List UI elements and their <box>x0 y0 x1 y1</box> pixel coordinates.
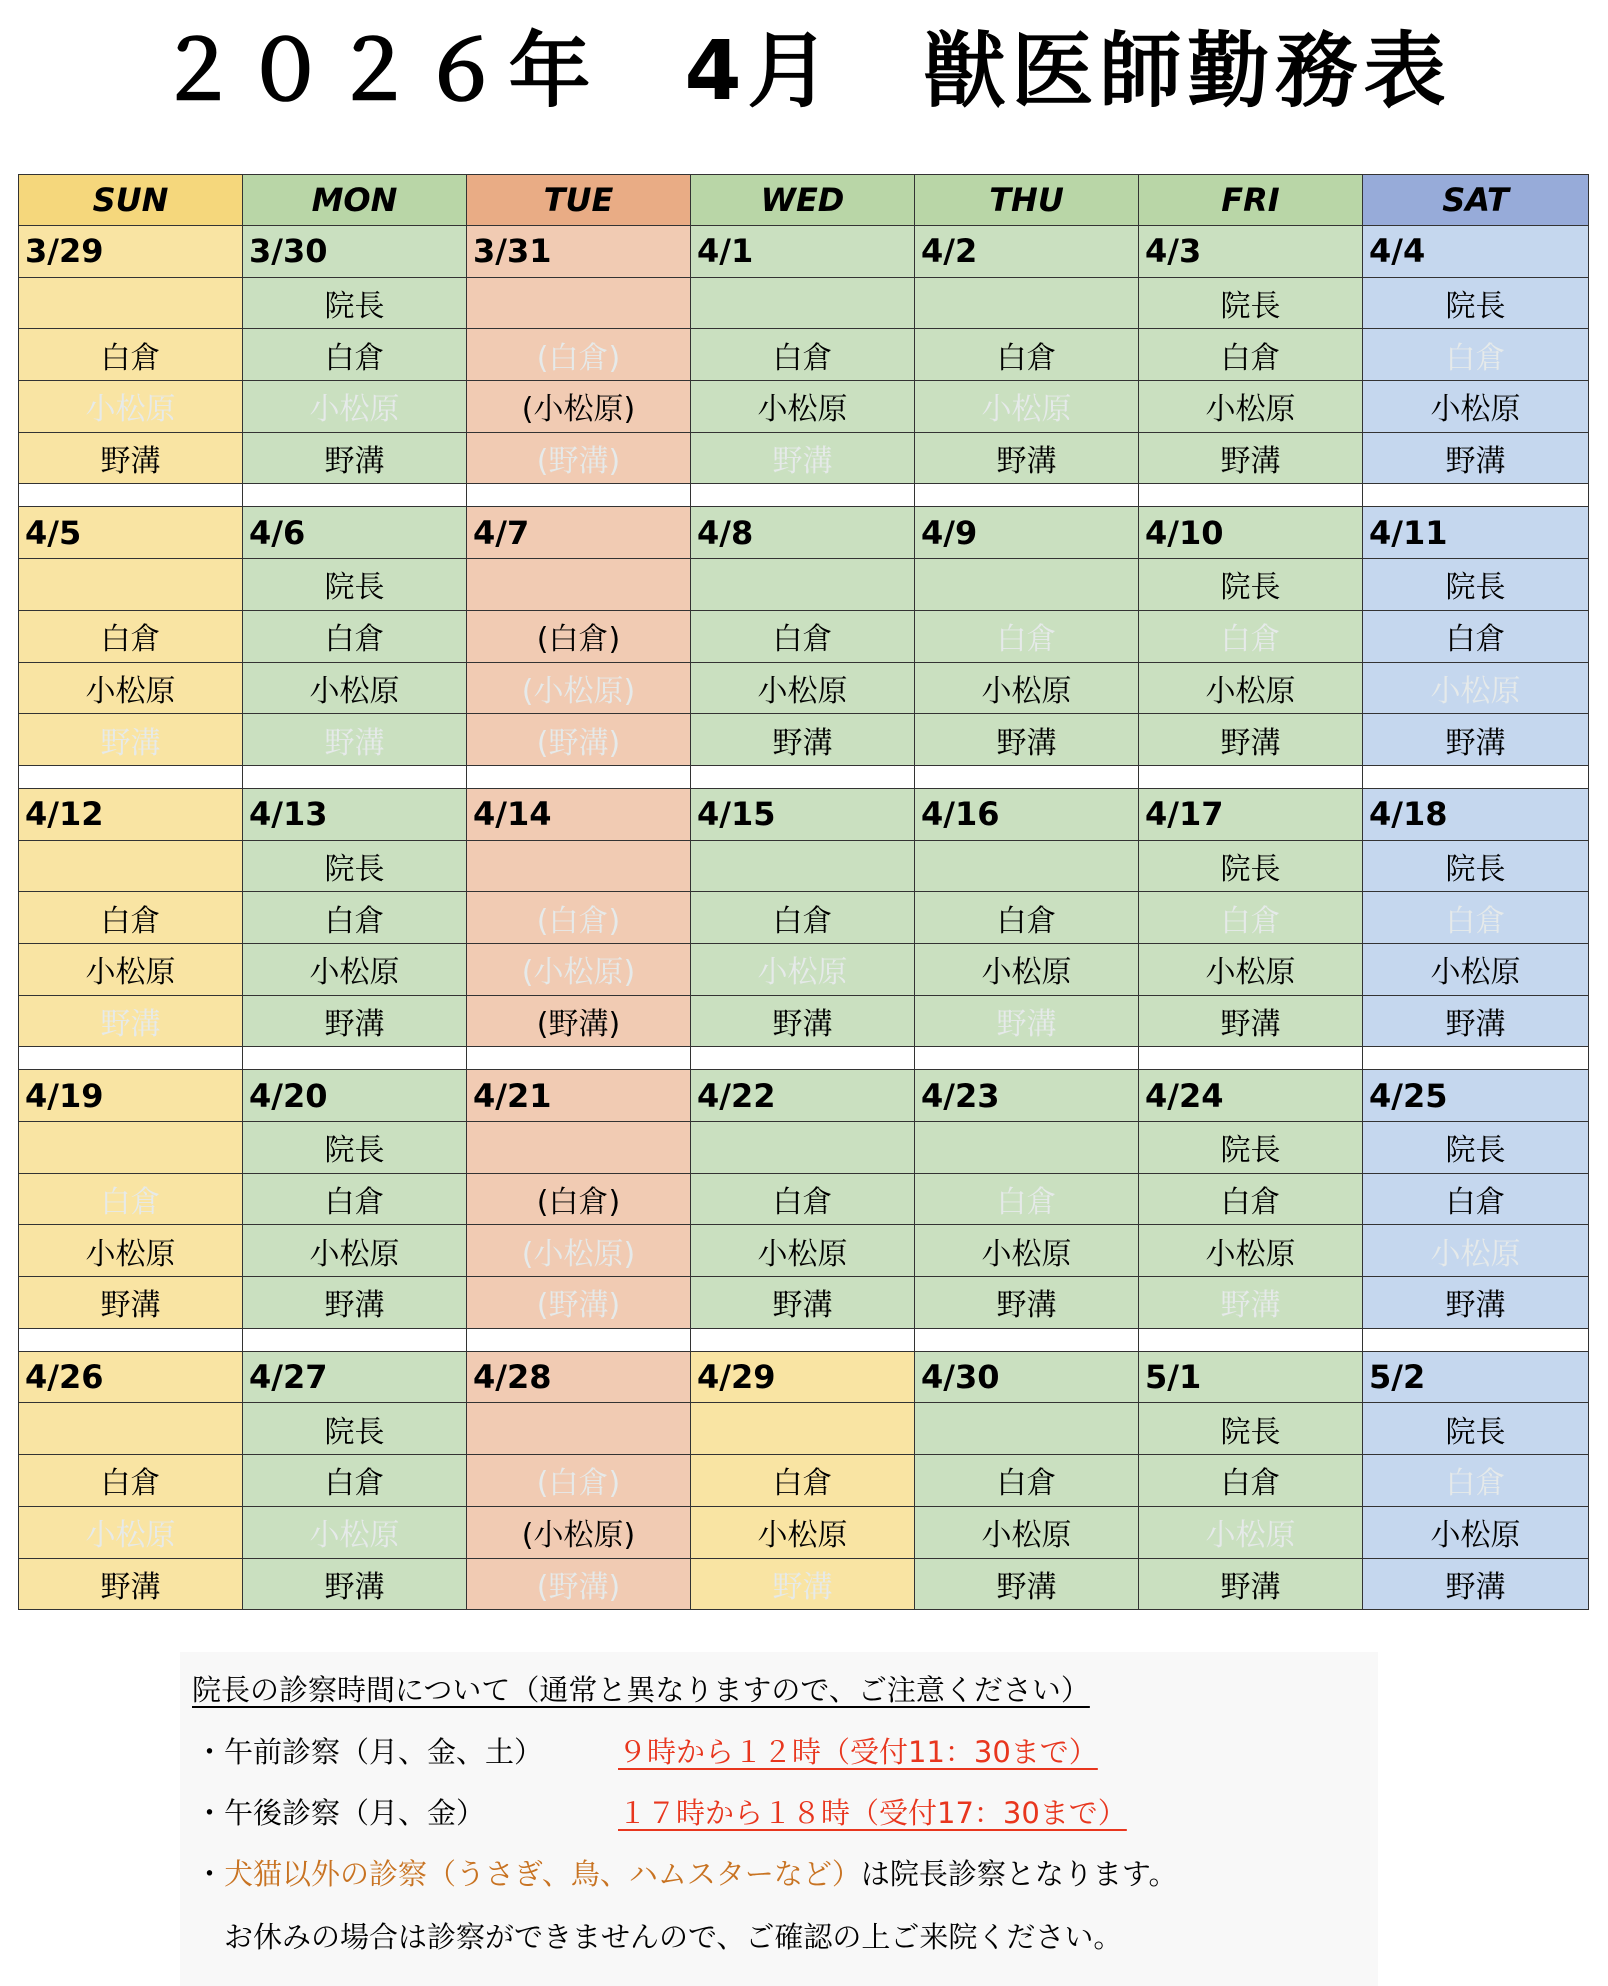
staff-cell: 院長 <box>1363 1403 1589 1455</box>
staff-cell: 白倉 <box>1363 329 1589 381</box>
staff-cell: 野溝 <box>1363 432 1589 484</box>
empty-cell <box>691 277 915 329</box>
staff-cell: 野溝 <box>915 1277 1139 1329</box>
staff-cell: 小松原 <box>915 943 1139 995</box>
staff-cell: 白倉 <box>1363 1173 1589 1225</box>
staff-cell: 野溝 <box>1139 995 1363 1047</box>
staff-row <box>19 662 1589 714</box>
staff-cell: 小松原 <box>915 662 1139 714</box>
date-cell: 4/1 <box>691 226 915 278</box>
staff-cell: 白倉 <box>19 1173 243 1225</box>
staff-cell: 院長 <box>243 559 467 611</box>
spacer-cell <box>1139 1328 1363 1351</box>
date-cell: 4/18 <box>1363 788 1589 840</box>
weekday-header-sat: SAT <box>1363 175 1589 226</box>
staff-cell: 小松原 <box>1363 1506 1589 1558</box>
staff-cell: (小松原) <box>467 381 691 433</box>
staff-row <box>19 840 1589 892</box>
staff-cell: 野溝 <box>915 714 1139 766</box>
staff-cell: 院長 <box>1139 559 1363 611</box>
date-cell: 4/12 <box>19 788 243 840</box>
pm-hours-label: ・午後診察（月、金） <box>195 1796 486 1830</box>
staff-cell: 白倉 <box>19 1455 243 1507</box>
date-cell: 4/24 <box>1139 1070 1363 1122</box>
weekday-header-row <box>19 175 1589 226</box>
staff-cell: 白倉 <box>915 892 1139 944</box>
staff-cell: 白倉 <box>19 610 243 662</box>
staff-row <box>19 329 1589 381</box>
date-cell: 4/6 <box>243 507 467 559</box>
staff-row <box>19 995 1589 1047</box>
staff-cell: 小松原 <box>1363 381 1589 433</box>
date-cell: 4/16 <box>915 788 1139 840</box>
staff-cell: 白倉 <box>915 610 1139 662</box>
staff-cell: 小松原 <box>915 1506 1139 1558</box>
exotic-highlight: 犬猫以外の診察（うさぎ、鳥、ハムスターなど） <box>224 1857 861 1891</box>
empty-cell <box>915 1122 1139 1174</box>
staff-cell: 小松原 <box>915 381 1139 433</box>
date-cell: 4/23 <box>915 1070 1139 1122</box>
exotic-rest: は院長診察となります。 <box>860 1857 1178 1891</box>
staff-cell: 野溝 <box>1139 1558 1363 1610</box>
spacer-cell <box>915 484 1139 507</box>
staff-cell: 白倉 <box>1139 1173 1363 1225</box>
staff-cell: (野溝) <box>467 995 691 1047</box>
staff-cell: (白倉) <box>467 1455 691 1507</box>
staff-cell: 野溝 <box>19 1558 243 1610</box>
staff-cell: 野溝 <box>915 1558 1139 1610</box>
date-cell: 4/4 <box>1363 226 1589 278</box>
empty-cell <box>915 1403 1139 1455</box>
spacer-cell <box>243 1047 467 1070</box>
empty-cell <box>915 277 1139 329</box>
spacer-cell <box>467 765 691 788</box>
date-cell: 3/29 <box>19 226 243 278</box>
week-spacer <box>19 484 1589 507</box>
date-row <box>19 788 1589 840</box>
staff-cell: 白倉 <box>915 1455 1139 1507</box>
empty-cell <box>915 559 1139 611</box>
staff-cell: 院長 <box>1139 1403 1363 1455</box>
weekday-header-mon: MON <box>243 175 467 226</box>
spacer-cell <box>19 765 243 788</box>
staff-cell: 小松原 <box>1139 943 1363 995</box>
staff-cell: (小松原) <box>467 662 691 714</box>
schedule-calendar <box>18 174 1589 1610</box>
staff-row <box>19 1506 1589 1558</box>
date-cell: 5/2 <box>1363 1351 1589 1403</box>
empty-cell <box>691 1403 915 1455</box>
spacer-cell <box>467 484 691 507</box>
staff-cell: 院長 <box>1363 840 1589 892</box>
date-cell: 4/21 <box>467 1070 691 1122</box>
date-row <box>19 1351 1589 1403</box>
spacer-cell <box>691 484 915 507</box>
staff-cell: 小松原 <box>1139 1225 1363 1277</box>
date-cell: 4/10 <box>1139 507 1363 559</box>
staff-cell: 院長 <box>1363 559 1589 611</box>
staff-row <box>19 1173 1589 1225</box>
date-cell: 4/5 <box>19 507 243 559</box>
spacer-cell <box>467 1047 691 1070</box>
am-hours-time: ９時から１２時（受付11：30まで） <box>618 1735 1098 1769</box>
staff-cell: (白倉) <box>467 1173 691 1225</box>
date-cell: 5/1 <box>1139 1351 1363 1403</box>
staff-cell: (白倉) <box>467 892 691 944</box>
staff-cell: 野溝 <box>915 995 1139 1047</box>
date-cell: 4/11 <box>1363 507 1589 559</box>
spacer-cell <box>691 1328 915 1351</box>
spacer-cell <box>1139 484 1363 507</box>
date-cell: 4/26 <box>19 1351 243 1403</box>
staff-cell: 白倉 <box>243 1173 467 1225</box>
staff-cell: (白倉) <box>467 329 691 381</box>
staff-cell: 野溝 <box>691 995 915 1047</box>
staff-cell: 院長 <box>243 1403 467 1455</box>
staff-row <box>19 381 1589 433</box>
staff-cell: 野溝 <box>691 432 915 484</box>
empty-cell <box>915 840 1139 892</box>
staff-cell: 白倉 <box>243 610 467 662</box>
staff-cell: (小松原) <box>467 1225 691 1277</box>
empty-cell <box>467 1122 691 1174</box>
staff-cell: 院長 <box>1139 1122 1363 1174</box>
staff-cell: 白倉 <box>1363 892 1589 944</box>
staff-cell: 小松原 <box>19 1506 243 1558</box>
staff-cell: 白倉 <box>691 610 915 662</box>
date-cell: 4/7 <box>467 507 691 559</box>
week-spacer <box>19 1328 1589 1351</box>
empty-cell <box>691 559 915 611</box>
staff-cell: 小松原 <box>691 943 915 995</box>
staff-cell: 小松原 <box>243 381 467 433</box>
staff-cell: 野溝 <box>19 714 243 766</box>
staff-row <box>19 1122 1589 1174</box>
staff-cell: 野溝 <box>1363 995 1589 1047</box>
week-spacer <box>19 1047 1589 1070</box>
spacer-cell <box>1363 484 1589 507</box>
staff-cell: 小松原 <box>691 1506 915 1558</box>
staff-cell: 白倉 <box>19 329 243 381</box>
staff-cell: 院長 <box>243 840 467 892</box>
staff-cell: 小松原 <box>1363 662 1589 714</box>
date-cell: 4/20 <box>243 1070 467 1122</box>
spacer-cell <box>691 1047 915 1070</box>
spacer-cell <box>1363 1047 1589 1070</box>
staff-cell: 院長 <box>1363 1122 1589 1174</box>
date-cell: 4/8 <box>691 507 915 559</box>
spacer-cell <box>467 1328 691 1351</box>
staff-cell: 野溝 <box>691 1277 915 1329</box>
date-cell: 4/30 <box>915 1351 1139 1403</box>
date-cell: 4/3 <box>1139 226 1363 278</box>
date-cell: 4/25 <box>1363 1070 1589 1122</box>
date-row <box>19 1070 1589 1122</box>
staff-cell: 白倉 <box>243 892 467 944</box>
staff-cell: 白倉 <box>691 1455 915 1507</box>
staff-cell: 白倉 <box>19 892 243 944</box>
weekday-header-thu: THU <box>915 175 1139 226</box>
staff-row <box>19 432 1589 484</box>
staff-row <box>19 1558 1589 1610</box>
staff-cell: (野溝) <box>467 714 691 766</box>
staff-cell: 白倉 <box>1139 892 1363 944</box>
staff-cell: 小松原 <box>1139 662 1363 714</box>
staff-cell: 白倉 <box>1139 1455 1363 1507</box>
weekday-header-fri: FRI <box>1139 175 1363 226</box>
staff-cell: 白倉 <box>691 892 915 944</box>
staff-cell: 院長 <box>1139 277 1363 329</box>
date-cell: 4/14 <box>467 788 691 840</box>
staff-cell: 白倉 <box>691 1173 915 1225</box>
staff-cell: 野溝 <box>1139 714 1363 766</box>
empty-cell <box>467 840 691 892</box>
spacer-cell <box>243 765 467 788</box>
staff-row <box>19 892 1589 944</box>
staff-cell: 野溝 <box>19 432 243 484</box>
date-cell: 4/2 <box>915 226 1139 278</box>
staff-cell: 院長 <box>1363 277 1589 329</box>
spacer-cell <box>1139 765 1363 788</box>
staff-cell: 野溝 <box>1363 1277 1589 1329</box>
staff-cell: 野溝 <box>243 995 467 1047</box>
staff-cell: 小松原 <box>1363 943 1589 995</box>
staff-cell: 白倉 <box>243 1455 467 1507</box>
date-row <box>19 507 1589 559</box>
staff-cell: 小松原 <box>243 1225 467 1277</box>
staff-cell: 小松原 <box>19 381 243 433</box>
empty-cell <box>19 559 243 611</box>
empty-cell <box>467 1403 691 1455</box>
staff-cell: 小松原 <box>19 943 243 995</box>
spacer-cell <box>19 484 243 507</box>
empty-cell <box>467 277 691 329</box>
staff-cell: 野溝 <box>243 432 467 484</box>
date-cell: 4/29 <box>691 1351 915 1403</box>
empty-cell <box>19 1403 243 1455</box>
empty-cell <box>19 1122 243 1174</box>
spacer-cell <box>691 765 915 788</box>
staff-cell: (白倉) <box>467 610 691 662</box>
empty-cell <box>691 1122 915 1174</box>
spacer-cell <box>915 765 1139 788</box>
staff-cell: 小松原 <box>1363 1225 1589 1277</box>
spacer-cell <box>915 1328 1139 1351</box>
staff-cell: 野溝 <box>1363 714 1589 766</box>
staff-cell: 野溝 <box>1139 1277 1363 1329</box>
staff-cell: 野溝 <box>915 432 1139 484</box>
date-cell: 4/9 <box>915 507 1139 559</box>
spacer-cell <box>1363 1328 1589 1351</box>
staff-cell: 小松原 <box>691 1225 915 1277</box>
date-cell: 3/31 <box>467 226 691 278</box>
page-title: ２０２６年 4月 獣医師勤務表 <box>156 24 1452 119</box>
staff-cell: (小松原) <box>467 1506 691 1558</box>
am-hours-label: ・午前診察（月、金、土） <box>195 1735 544 1769</box>
staff-row <box>19 1455 1589 1507</box>
empty-cell <box>19 840 243 892</box>
staff-cell: (小松原) <box>467 943 691 995</box>
staff-cell: (野溝) <box>467 1277 691 1329</box>
spacer-cell <box>1363 765 1589 788</box>
staff-cell: 白倉 <box>915 329 1139 381</box>
staff-cell: 小松原 <box>243 943 467 995</box>
staff-cell: (野溝) <box>467 432 691 484</box>
empty-cell <box>467 559 691 611</box>
spacer-cell <box>243 484 467 507</box>
staff-row <box>19 1277 1589 1329</box>
spacer-cell <box>915 1047 1139 1070</box>
staff-row <box>19 610 1589 662</box>
weekday-header-sun: SUN <box>19 175 243 226</box>
staff-cell: 院長 <box>243 1122 467 1174</box>
staff-cell: 小松原 <box>691 662 915 714</box>
date-cell: 4/28 <box>467 1351 691 1403</box>
date-row <box>19 226 1589 278</box>
staff-cell: 白倉 <box>243 329 467 381</box>
weekday-header-wed: WED <box>691 175 915 226</box>
staff-row <box>19 1403 1589 1455</box>
staff-cell: 野溝 <box>691 714 915 766</box>
empty-cell <box>19 277 243 329</box>
spacer-cell <box>19 1047 243 1070</box>
staff-cell: 野溝 <box>243 714 467 766</box>
spacer-cell <box>19 1328 243 1351</box>
staff-cell: 野溝 <box>19 995 243 1047</box>
pm-hours-time: １７時から１８時（受付17：30まで） <box>618 1796 1127 1830</box>
staff-cell: 小松原 <box>915 1225 1139 1277</box>
notes-heading: 院長の診察時間について（通常と異なりますので、ご注意ください） <box>192 1673 1090 1707</box>
staff-cell: 小松原 <box>1139 381 1363 433</box>
date-cell: 4/19 <box>19 1070 243 1122</box>
staff-row <box>19 714 1589 766</box>
staff-row <box>19 559 1589 611</box>
spacer-cell <box>243 1328 467 1351</box>
staff-cell: 野溝 <box>691 1558 915 1610</box>
date-cell: 4/17 <box>1139 788 1363 840</box>
staff-cell: 小松原 <box>19 662 243 714</box>
date-cell: 4/27 <box>243 1351 467 1403</box>
staff-row <box>19 1225 1589 1277</box>
staff-cell: (野溝) <box>467 1558 691 1610</box>
date-cell: 4/13 <box>243 788 467 840</box>
date-cell: 4/22 <box>691 1070 915 1122</box>
staff-cell: 白倉 <box>1139 329 1363 381</box>
week-spacer <box>19 765 1589 788</box>
staff-row <box>19 943 1589 995</box>
staff-cell: 白倉 <box>691 329 915 381</box>
staff-cell: 小松原 <box>19 1225 243 1277</box>
exotic-bullet: ・ <box>195 1857 225 1891</box>
staff-cell: 院長 <box>1139 840 1363 892</box>
staff-cell: 白倉 <box>1363 610 1589 662</box>
notes-panel <box>180 1652 1378 1986</box>
staff-cell: 白倉 <box>1139 610 1363 662</box>
staff-cell: 野溝 <box>1363 1558 1589 1610</box>
staff-cell: 野溝 <box>243 1558 467 1610</box>
spacer-cell <box>1139 1047 1363 1070</box>
staff-cell: 小松原 <box>691 381 915 433</box>
date-cell: 4/15 <box>691 788 915 840</box>
staff-cell: 小松原 <box>243 1506 467 1558</box>
empty-cell <box>691 840 915 892</box>
staff-cell: 野溝 <box>243 1277 467 1329</box>
staff-cell: 小松原 <box>243 662 467 714</box>
closing-note: お休みの場合は診察ができませんので、ご確認の上ご来院ください。 <box>224 1920 1123 1954</box>
staff-row <box>19 277 1589 329</box>
weekday-header-tue: TUE <box>467 175 691 226</box>
staff-cell: 院長 <box>243 277 467 329</box>
staff-cell: 白倉 <box>1363 1455 1589 1507</box>
date-cell: 3/30 <box>243 226 467 278</box>
staff-cell: 野溝 <box>19 1277 243 1329</box>
staff-cell: 白倉 <box>915 1173 1139 1225</box>
staff-cell: 小松原 <box>1139 1506 1363 1558</box>
exotic-note <box>195 1852 1178 1893</box>
staff-cell: 野溝 <box>1139 432 1363 484</box>
